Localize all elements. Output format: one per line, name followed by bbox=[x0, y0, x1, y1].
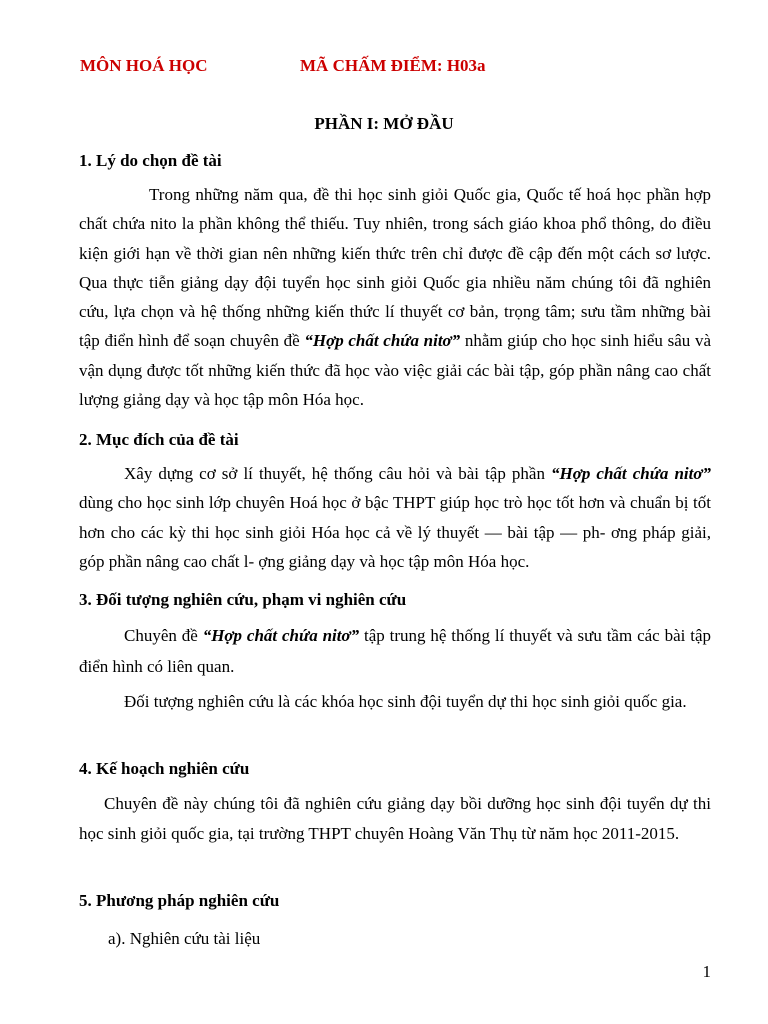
page-number: 1 bbox=[702, 962, 711, 981]
section-1-paragraph: Trong những năm qua, đề thi học sinh giỏi Quốc gia, Quốc tế hoá học phần hợp chất chứa nito la phần không thể thiếu. Tuy nhiên, trong sách giáo khoa phổ thông, do điều kiện giới hạn về thời gian nên những kiến thức trên chỉ được đề cập đến một cách sơ lược. Qua thực tiễn giảng dạy đội tuyển học sinh giỏi Quốc gia nhiều năm chúng tôi đã nghiên cứu, lựa chọn và hệ thống những kiến thức lí thuyết cơ bản, trọng tâm; sưu tầm những bài tập điển hình để soạn chuyên đề “Hợp chất chứa nitơ” nhằm giúp cho học sinh hiểu sâu và vận dụng được tốt những kiến thức đã học vào việc giải các bài tập, góp phần nâng cao chất lượng giảng dạy và học tập môn Hóa học. bbox=[79, 185, 711, 410]
section-3-heading: 3. Đối tượng nghiên cứu, phạm vi nghiên cứu bbox=[79, 590, 407, 609]
section-4-paragraph: Chuyên đề này chúng tôi đã nghiên cứu giảng dạy bồi dưỡng học sinh đội tuyển dự thi học sinh giỏi quốc gia, tại trường THPT chuyên Hoàng Văn Thụ từ năm học 2011-2015. bbox=[79, 794, 711, 843]
section-3-paragraph-1: Chuyên đề “Hợp chất chứa nitơ” tập trung hệ thống lí thuyết và sưu tầm các bài tập điển hình có liên quan. bbox=[79, 626, 711, 676]
part-title: PHẦN I: MỞ ĐẦU bbox=[314, 114, 454, 133]
section-4-heading: 4. Kế hoạch nghiên cứu bbox=[79, 759, 250, 778]
section-3-paragraph-2: Đối tượng nghiên cứu là các khóa học sinh đội tuyển dự thi học sinh giỏi quốc gia. bbox=[124, 692, 687, 711]
topic-title-emphasis: “Hợp chất chứa nitơ” bbox=[202, 626, 360, 645]
section-1-heading: 1. Lý do chọn đề tài bbox=[79, 151, 222, 170]
section-2-paragraph: Xây dựng cơ sở lí thuyết, hệ thống câu hỏi và bài tập phần “Hợp chất chứa nitơ” dùng cho học sinh lớp chuyên Hoá học ở bậc THPT giúp học trò học tốt hơn và chuẩn bị tốt hơn cho các kỳ thi học sinh giỏi Hóa học cả về lý thuyết — bài tập — ph- ơng pháp giải, góp phần nâng cao chất l- ợng giảng dạy và học tập môn Hóa học. bbox=[79, 464, 711, 571]
document-header bbox=[80, 56, 486, 76]
topic-title-emphasis: “Hợp chất chứa nitơ” bbox=[304, 331, 461, 351]
section-2-heading: 2. Mục đích của đề tài bbox=[79, 430, 239, 449]
section-5-heading: 5. Phương pháp nghiên cứu bbox=[79, 891, 280, 910]
section-5-subitem-a: a). Nghiên cứu tài liệu bbox=[108, 929, 261, 948]
topic-title-emphasis: “Hợp chất chứa nitơ” bbox=[551, 464, 711, 483]
grading-code-label: MÃ CHẤM ĐIỂM: H03a bbox=[300, 56, 486, 75]
subject-label: MÔN HOÁ HỌC bbox=[80, 56, 208, 75]
